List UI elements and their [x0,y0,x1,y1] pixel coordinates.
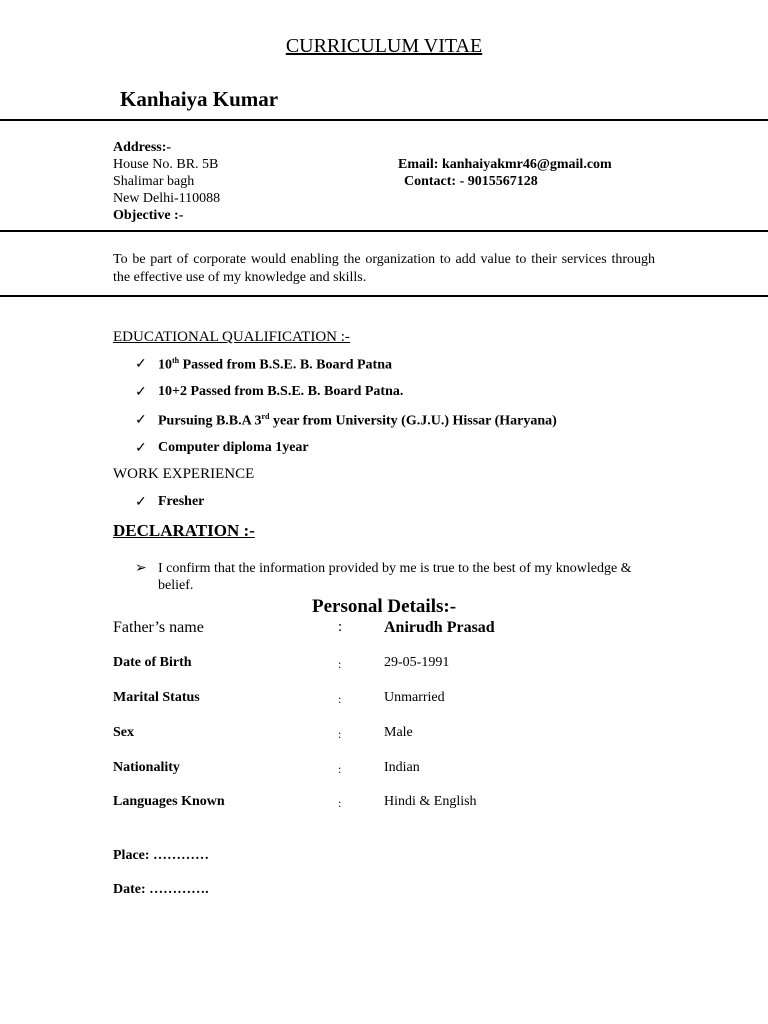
contact-text: Contact: - 9015567128 [404,174,538,189]
personal-value: Indian [384,760,420,775]
personal-colon: : [338,692,342,706]
personal-label: Marital Status [113,690,200,705]
email-text: Email: kanhaiyakmr46@gmail.com [398,157,612,172]
arrow-bullet-icon: ➢ [135,561,147,576]
check-icon: ✓ [135,385,147,400]
address-line-2: Shalimar bagh [113,174,195,189]
education-item: ✓ 10+2 Passed from B.S.E. B. Board Patna. [135,384,404,400]
personal-value: Unmarried [384,690,445,705]
education-item: ✓ 10th Passed from B.S.E. B. Board Patna [135,356,392,373]
personal-colon: : [338,762,342,776]
divider-middle [0,230,768,232]
personal-colon: : [338,727,342,741]
work-heading: WORK EXPERIENCE [113,466,255,482]
personal-label: Languages Known [113,794,225,809]
check-icon: ✓ [135,357,147,372]
candidate-name: Kanhaiya Kumar [120,87,279,111]
personal-colon: : [338,619,343,635]
objective-label: Objective :- [113,208,184,223]
personal-label: Date of Birth [113,655,192,670]
personal-value: Hindi & English [384,794,477,809]
personal-colon: : [338,796,342,810]
place-field: Place: ………… [113,848,210,863]
personal-label: Nationality [113,760,180,775]
personal-label: Father’s name [113,619,204,636]
date-field: Date: …………. [113,882,209,897]
declaration-text: ➢ I confirm that the information provided by me is true to the best of my knowledge & belief. [135,561,632,593]
personal-colon: : [338,657,342,671]
check-icon: ✓ [135,441,147,456]
address-line-1: House No. BR. 5B [113,157,219,172]
document-title: CURRICULUM VITAE [285,35,483,57]
education-item: ✓ Computer diploma 1year [135,440,309,456]
address-label: Address:- [113,140,172,155]
declaration-heading: DECLARATION :- [113,521,255,540]
check-icon: ✓ [135,495,147,510]
objective-text: To be part of corporate would enabling the organization to add value to their services through the effective use of my knowledge and skills. [113,252,655,285]
personal-value: Male [384,725,413,740]
education-heading: EDUCATIONAL QUALIFICATION :- [113,329,350,345]
personal-label: Sex [113,725,134,740]
work-item: ✓ Fresher [135,494,205,510]
education-item: ✓ Pursuing B.B.A 3rd year from University (G.J.U.) Hissar (Haryana) [135,412,557,429]
divider-bottom [0,295,768,297]
personal-value: Anirudh Prasad [384,619,495,636]
check-icon: ✓ [135,413,147,428]
divider-top [0,119,768,121]
personal-value: 29-05-1991 [384,655,450,670]
personal-details-heading: Personal Details:- [311,596,457,617]
address-line-3: New Delhi-110088 [113,191,221,206]
